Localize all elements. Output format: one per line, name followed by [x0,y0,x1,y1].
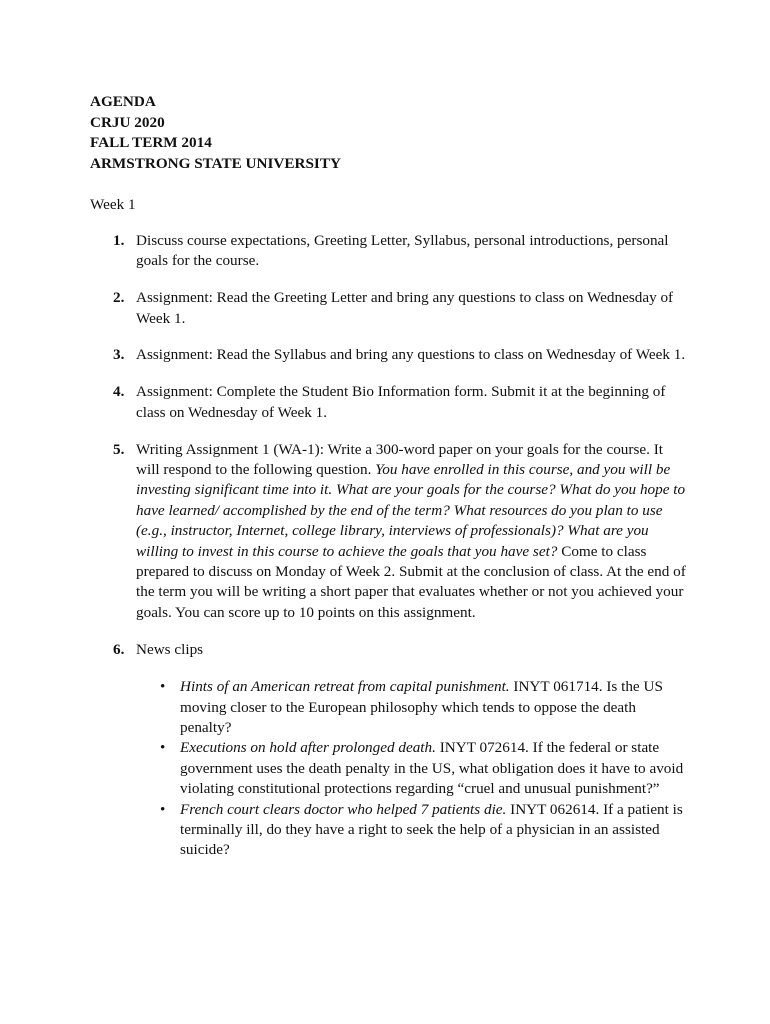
agenda-item [90,345,690,365]
news-clip-title: French court clears doctor who helped 7 patients die. [180,800,507,818]
week-label: Week 1 [90,196,136,214]
agenda-item-number: 1. [113,231,125,249]
agenda-item-text-outro: Come to class prepared to discuss on Monday of Week 2. Submit at the conclusion of class. At the end of the term you will be writing a short paper that evaluates whether or not you achieved your goals. You can score up to 10 points on this assignment. [136,542,686,621]
agenda-item [90,440,690,624]
header-university: ARMSTRONG STATE UNIVERSITY [90,154,341,172]
bullet-icon: • [160,678,166,696]
agenda-item-text: Assignment: Complete the Student Bio Information form. Submit it at the beginning of class on Wednesday of Week 1. [136,383,666,421]
bullet-icon: • [160,800,166,818]
bullet-icon: • [160,739,166,757]
agenda-item-text: Assignment: Read the Syllabus and bring any questions to class on Wednesday of Week 1. [136,346,686,364]
news-clip-item [136,677,690,738]
news-clips-list [136,677,690,861]
agenda-item-text-intro: Writing Assignment 1 (WA-1): Write a 300-word paper on your goals for the course. It will respond to the following question. [136,440,663,479]
agenda-item-number: 3. [113,346,125,364]
document-page [90,92,690,877]
news-clip-description: INYT 061714. Is the US moving closer to the European philosophy which tends to oppose the death penalty? [180,678,663,736]
agenda-item [90,231,690,272]
header-term: FALL TERM 2014 [90,134,212,152]
news-clip-item [136,738,690,799]
news-clip-description: INYT 062614. If a patient is terminally ill, do they have a right to seek the help of a physician in an assisted suicide? [180,800,683,859]
news-clip-item [136,800,690,861]
news-clip-title: Hints of an American retreat from capital punishment. [180,678,510,696]
news-clip-description: INYT 072614. If the federal or state government uses the death penalty in the US, what obligation does it have to avoid violating constitutional protections regarding “cruel and unusual punishment?” [180,739,684,798]
agenda-item [90,382,690,423]
agenda-item-text: News clips [136,640,204,658]
agenda-item-text: Discuss course expectations, Greeting Letter, Syllabus, personal introductions, personal goals for the course. [136,231,669,270]
news-clip-title: Executions on hold after prolonged death. [180,739,436,757]
agenda-item-number: 4. [113,383,125,401]
document-header [90,92,690,174]
header-title: AGENDA [90,93,156,110]
agenda-item-number: 2. [113,289,125,307]
agenda-item-number: 5. [113,440,125,458]
agenda-list [90,231,690,861]
agenda-item-text: Assignment: Read the Greeting Letter and bring any questions to class on Wednesday of Week 1. [136,289,674,327]
header-course-code: CRJU 2020 [90,113,165,131]
agenda-item-number: 6. [113,640,125,658]
agenda-item [90,288,690,329]
agenda-item [90,640,690,861]
agenda-item-question: You have enrolled in this course, and you will be investing significant time into it. What are your goals for the course? What do you hope to have learned/ accomplished by the end of the term? What resources do you plan to use (e.g., instructor, Internet, college library, interviews of professionals)? What are you willing to invest in this course to achieve the goals that you have set? [136,461,686,560]
